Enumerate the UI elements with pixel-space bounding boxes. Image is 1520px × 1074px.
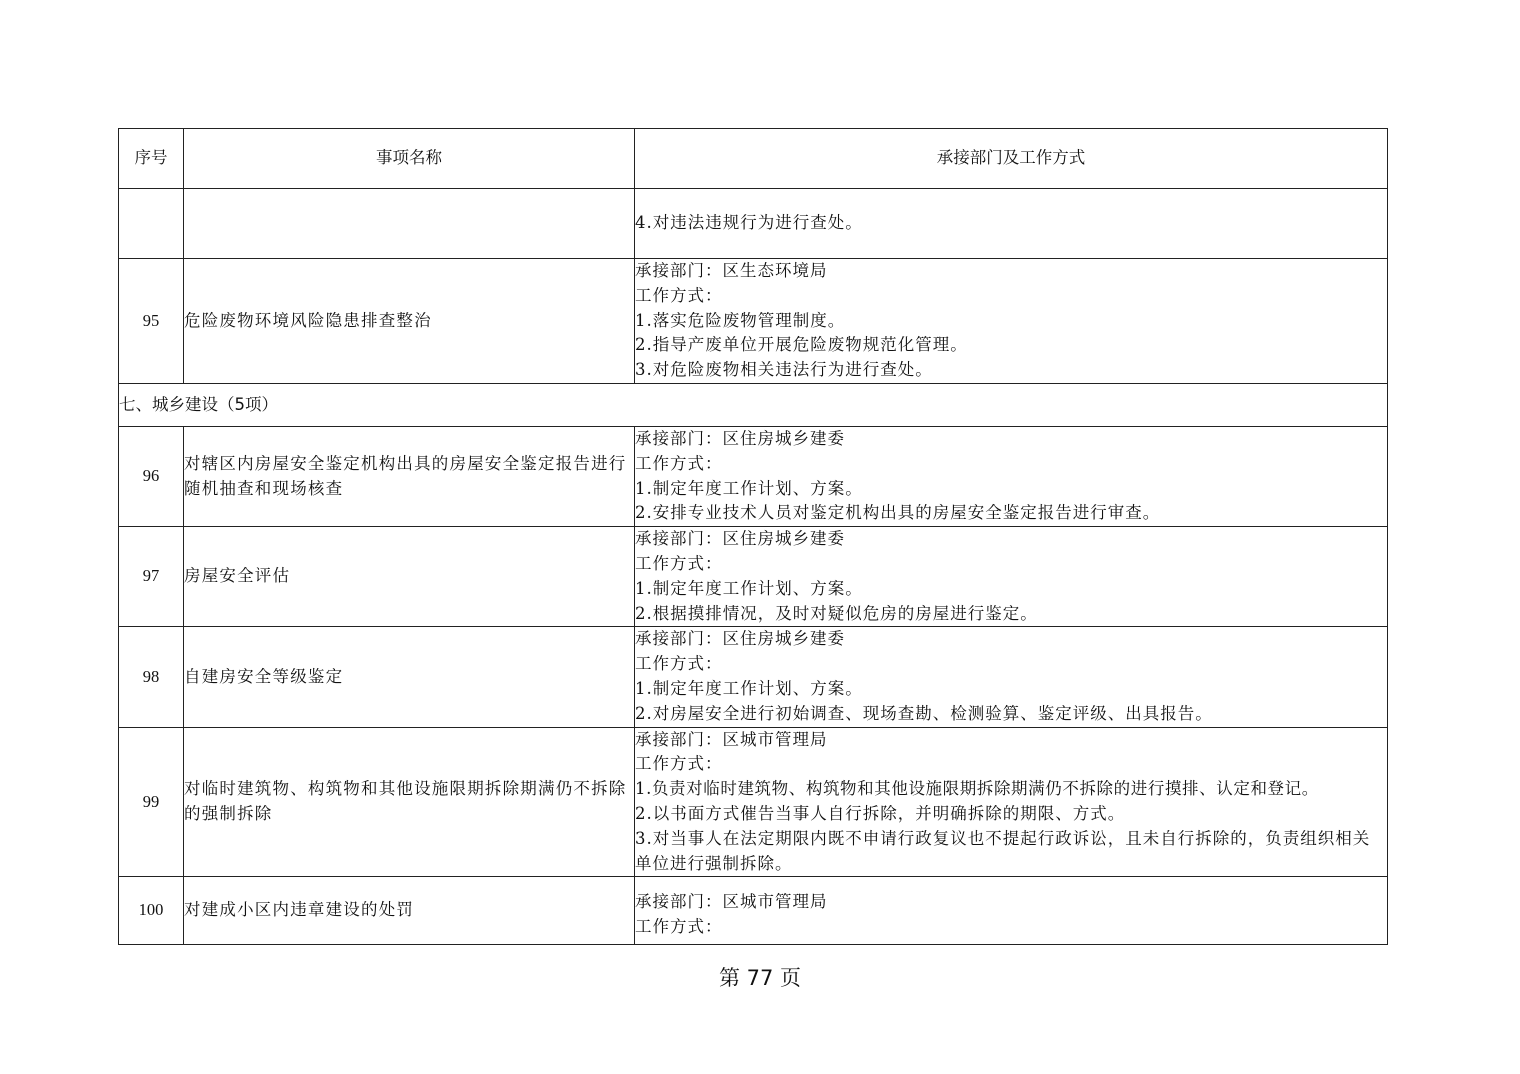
work-method-line: 1.落实危险废物管理制度。	[635, 310, 846, 330]
table-header-row	[119, 129, 1388, 189]
row-number: 95	[119, 259, 184, 384]
table-row	[119, 877, 1388, 945]
work-method-line: 2.安排专业技术人员对鉴定机构出具的房屋安全鉴定报告进行审查。	[635, 503, 1161, 523]
work-method-line: 3.对当事人在法定期限内既不申请行政复议也不提起行政诉讼，且未自行拆除的，负责组织相关单位进行强制拆除。	[635, 828, 1371, 873]
work-method	[635, 426, 1388, 526]
work-method-line: 承接部门：区住房城乡建委	[635, 428, 845, 448]
matter-name: 危险废物环境风险隐患排查整治	[184, 259, 635, 384]
work-method-line: 承接部门：区城市管理局	[635, 729, 828, 749]
work-method-line: 承接部门：区住房城乡建委	[635, 629, 845, 649]
matter-name: 对辖区内房屋安全鉴定机构出具的房屋安全鉴定报告进行随机抽查和现场核查	[184, 426, 635, 526]
work-method-line: 3.对危险废物相关违法行为进行查处。	[635, 360, 933, 380]
page-number: 第 77 页	[718, 966, 802, 990]
table-row	[119, 426, 1388, 526]
work-method-line: 2.以书面方式催告当事人自行拆除，并明确拆除的期限、方式。	[635, 803, 1126, 823]
work-method-line: 2.根据摸排情况，及时对疑似危房的房屋进行鉴定。	[635, 603, 1038, 623]
row-number: 96	[119, 426, 184, 526]
work-method-line: 承接部门：区城市管理局	[635, 892, 828, 912]
work-method-line: 工作方式：	[635, 916, 723, 936]
header-department-and-method: 承接部门及工作方式	[635, 129, 1388, 189]
matter-name: 自建房安全等级鉴定	[184, 627, 635, 727]
work-method-line: 工作方式：	[635, 754, 723, 774]
work-method	[635, 727, 1388, 877]
work-method	[635, 189, 1388, 259]
header-matter-name: 事项名称	[184, 129, 635, 189]
section-row	[119, 383, 1388, 426]
row-number: 99	[119, 727, 184, 877]
work-method-line: 1.制定年度工作计划、方案。	[635, 478, 863, 498]
work-method-line: 2.指导产废单位开展危险废物规范化管理。	[635, 335, 968, 355]
work-method-line: 工作方式：	[635, 285, 723, 305]
section-title: 七、城乡建设（5项）	[119, 383, 1388, 426]
matters-table	[118, 128, 1388, 945]
work-method-line: 工作方式：	[635, 553, 723, 573]
work-method-line: 1.负责对临时建筑物、构筑物和其他设施限期拆除期满仍不拆除的进行摸排、认定和登记。	[635, 779, 1319, 799]
matter-name: 对临时建筑物、构筑物和其他设施限期拆除期满仍不拆除的强制拆除	[184, 727, 635, 877]
work-method-line: 工作方式：	[635, 654, 723, 674]
row-number: 98	[119, 627, 184, 727]
work-method	[635, 259, 1388, 384]
table-row-continuation	[119, 189, 1388, 259]
work-method	[635, 627, 1388, 727]
table-row	[119, 727, 1388, 877]
work-method	[635, 877, 1388, 945]
row-number: 100	[119, 877, 184, 945]
table-row	[119, 627, 1388, 727]
work-method-line: 工作方式：	[635, 453, 723, 473]
table-row	[119, 259, 1388, 384]
work-method-line: 2.对房屋安全进行初始调查、现场查勘、检测验算、鉴定评级、出具报告。	[635, 703, 1213, 723]
header-serial-number: 序号	[119, 129, 184, 189]
matter-name: 对建成小区内违章建设的处罚	[184, 877, 635, 945]
row-number: 97	[119, 527, 184, 627]
row-number	[119, 189, 184, 259]
work-method-line: 1.制定年度工作计划、方案。	[635, 678, 863, 698]
work-method-line: 承接部门：区生态环境局	[635, 261, 828, 280]
work-method-line: 1.制定年度工作计划、方案。	[635, 578, 863, 598]
matter-name	[184, 189, 635, 259]
work-method-line: 4.对违法违规行为进行查处。	[635, 213, 863, 233]
work-method-line: 承接部门：区住房城乡建委	[635, 529, 845, 549]
table-row	[119, 527, 1388, 627]
matter-name: 房屋安全评估	[184, 527, 635, 627]
work-method	[635, 527, 1388, 627]
